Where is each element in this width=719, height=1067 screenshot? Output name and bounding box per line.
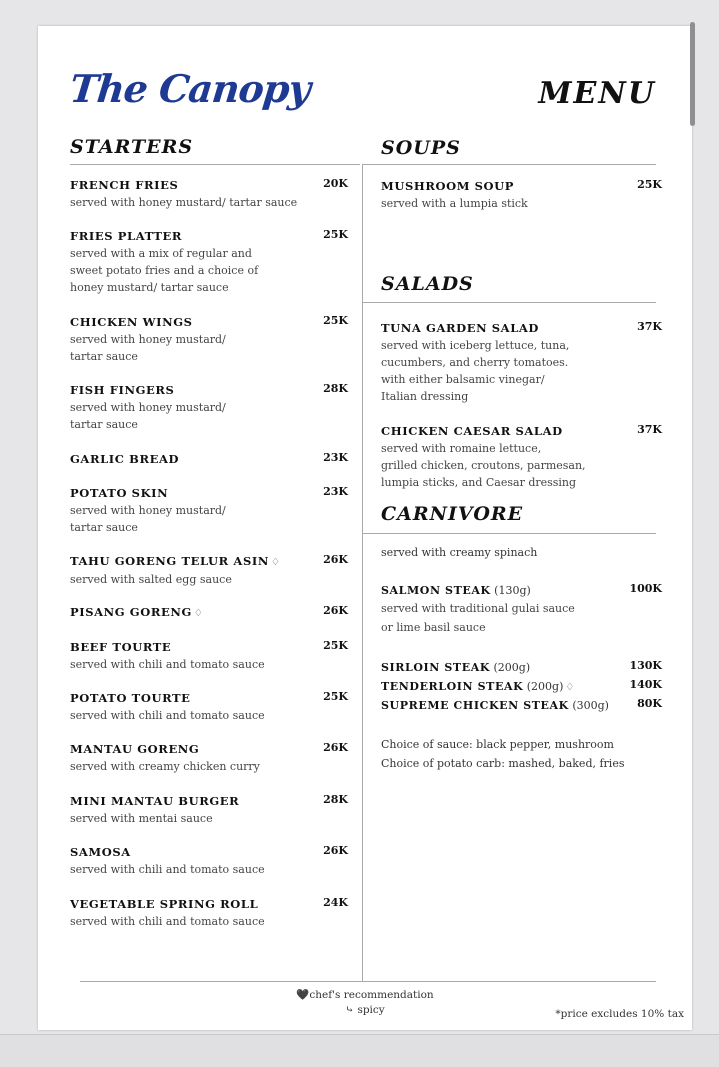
menu-item [70, 382, 320, 433]
menu-item [70, 553, 320, 588]
salmon-desc-2: or lime basil sauce [381, 621, 486, 634]
item-desc: served with chili and tomato sauce [70, 915, 265, 928]
item-desc: Italian dressing [381, 390, 469, 403]
steak-row [381, 678, 621, 696]
menu-item [70, 844, 320, 878]
item-price: 25K [323, 314, 348, 327]
salads-rule [363, 302, 656, 303]
item-desc: cucumbers, and cherry tomatoes. [381, 356, 569, 369]
starters-heading: STARTERS [70, 136, 194, 158]
item-price: 23K [323, 451, 348, 464]
item-name: SAMOSA [70, 845, 131, 859]
item-price: 20K [323, 177, 348, 190]
legend-chef [38, 988, 692, 1003]
item-name: GARLIC BREAD [70, 452, 180, 466]
item-price: 37K [637, 320, 662, 333]
carb-note: Choice of potato carb: mashed, baked, fries [381, 757, 625, 770]
item-price: 25K [323, 639, 348, 652]
steak-price: 80K [637, 697, 662, 710]
menu-item [381, 178, 631, 212]
item-name: BEEF TOURTE [70, 640, 172, 654]
menu-item [70, 690, 320, 724]
salmon-price: 100K [629, 582, 662, 595]
item-desc: served with creamy chicken curry [70, 760, 260, 773]
item-desc: served with honey mustard/ [70, 401, 226, 414]
steak-weight: (200g) [493, 661, 531, 674]
item-name: FISH FINGERS [70, 383, 175, 397]
item-name: POTATO SKIN [70, 486, 169, 500]
item-desc: served with mentai sauce [70, 812, 213, 825]
chef-hat-icon: ♢ [270, 557, 281, 568]
salmon-name: SALMON STEAK [381, 584, 491, 597]
item-desc: with either balsamic vinegar/ [381, 373, 545, 386]
item-desc: served with a lumpia stick [381, 197, 528, 210]
salmon-weight: (130g) [494, 584, 531, 597]
steak-price: 130K [629, 659, 662, 672]
item-name: MINI MANTAU BURGER [70, 794, 240, 808]
item-name: FRIES PLATTER [70, 229, 183, 243]
menu-item [70, 639, 320, 673]
menu-item [70, 485, 320, 536]
soups-heading: SOUPS [381, 137, 461, 159]
menu-item [70, 741, 320, 775]
steak-weight: (200g) [526, 680, 564, 693]
item-price: 23K [323, 485, 348, 498]
item-desc: served with chili and tomato sauce [70, 863, 265, 876]
item-price: 26K [323, 741, 348, 754]
steak-name: SUPREME CHICKEN STEAK [381, 699, 569, 712]
item-desc: served with honey mustard/ [70, 333, 226, 346]
item-name: TAHU GORENG TELUR ASIN ♢ [70, 554, 281, 568]
item-price: 28K [323, 793, 348, 806]
item-desc: served with chili and tomato sauce [70, 709, 265, 722]
item-price: 26K [323, 604, 348, 617]
menu-item [70, 793, 320, 827]
item-name: FRENCH FRIES [70, 178, 179, 192]
legend-spicy-text: spicy [357, 1004, 385, 1016]
item-price: 25K [637, 178, 662, 191]
item-desc: served with a mix of regular and [70, 247, 252, 260]
item-name: CHICKEN CAESAR SALAD [381, 424, 563, 438]
item-desc: served with honey mustard/ tartar sauce [70, 196, 298, 209]
menu-item [70, 896, 320, 930]
menu-item [70, 228, 320, 296]
item-name: PISANG GORENG ♢ [70, 605, 204, 619]
item-desc: honey mustard/ tartar sauce [70, 281, 229, 294]
menu-page [38, 26, 692, 1030]
chili-icon: ⤷ [345, 1004, 355, 1016]
sauce-note: Choice of sauce: black pepper, mushroom [381, 738, 614, 751]
steak-name: SIRLOIN STEAK [381, 661, 490, 674]
item-price: 24K [323, 896, 348, 909]
item-desc: served with chili and tomato sauce [70, 658, 265, 671]
chef-hat-icon: ♢ [193, 608, 204, 619]
item-price: 25K [323, 690, 348, 703]
menu-item [381, 320, 631, 405]
soups-rule [363, 164, 656, 165]
carnivore-heading: CARNIVORE [381, 503, 524, 525]
carnivore-rule [363, 533, 656, 534]
carnivore-intro: served with creamy spinach [381, 546, 538, 559]
item-name: MUSHROOM SOUP [381, 179, 515, 193]
item-price: 26K [323, 553, 348, 566]
menu-item [70, 604, 320, 622]
scrollbar-thumb[interactable] [690, 22, 695, 126]
item-price: 25K [323, 228, 348, 241]
item-desc: tartar sauce [70, 350, 138, 363]
steak-row [381, 697, 621, 714]
menu-item [70, 177, 320, 211]
footer-rule [80, 981, 656, 982]
starters-rule [70, 164, 360, 165]
salads-heading: SALADS [381, 273, 474, 295]
menu-item [70, 451, 320, 468]
item-name: TUNA GARDEN SALAD [381, 321, 539, 335]
item-name: MANTAU GORENG [70, 742, 200, 756]
tax-note: *price excludes 10% tax [555, 1008, 684, 1020]
menu-item [381, 423, 631, 491]
menu-item [70, 314, 320, 365]
steak-name: TENDERLOIN STEAK [381, 680, 524, 693]
brand-logo: The Canopy [67, 66, 313, 111]
chef-hat-icon: 🖤 [296, 989, 310, 1001]
item-desc: lumpia sticks, and Caesar dressing [381, 476, 577, 489]
steak-weight: (300g) [572, 699, 609, 712]
item-desc: grilled chicken, croutons, parmesan, [381, 459, 586, 472]
item-desc: tartar sauce [70, 521, 138, 534]
item-desc: served with honey mustard/ [70, 504, 226, 517]
menu-title: MENU [538, 76, 656, 111]
item-price: 26K [323, 844, 348, 857]
item-name: POTATO TOURTE [70, 691, 191, 705]
item-desc: tartar sauce [70, 418, 138, 431]
steak-price: 140K [629, 678, 662, 691]
legend-chef-text: chef's recommendation [309, 989, 434, 1001]
item-desc: served with salted egg sauce [70, 573, 232, 586]
item-desc: sweet potato fries and a choice of [70, 264, 259, 277]
item-name: CHICKEN WINGS [70, 315, 193, 329]
item-price: 28K [323, 382, 348, 395]
steak-row [381, 659, 621, 676]
item-desc: served with romaine lettuce, [381, 442, 542, 455]
chef-hat-icon: ♢ [565, 682, 575, 693]
salmon-desc-1: served with traditional gulai sauce [381, 602, 575, 615]
viewer-bottom-edge [0, 1034, 719, 1067]
item-name: VEGETABLE SPRING ROLL [70, 897, 259, 911]
column-divider [362, 164, 363, 982]
item-price: 37K [637, 423, 662, 436]
item-desc: served with iceberg lettuce, tuna, [381, 339, 570, 352]
